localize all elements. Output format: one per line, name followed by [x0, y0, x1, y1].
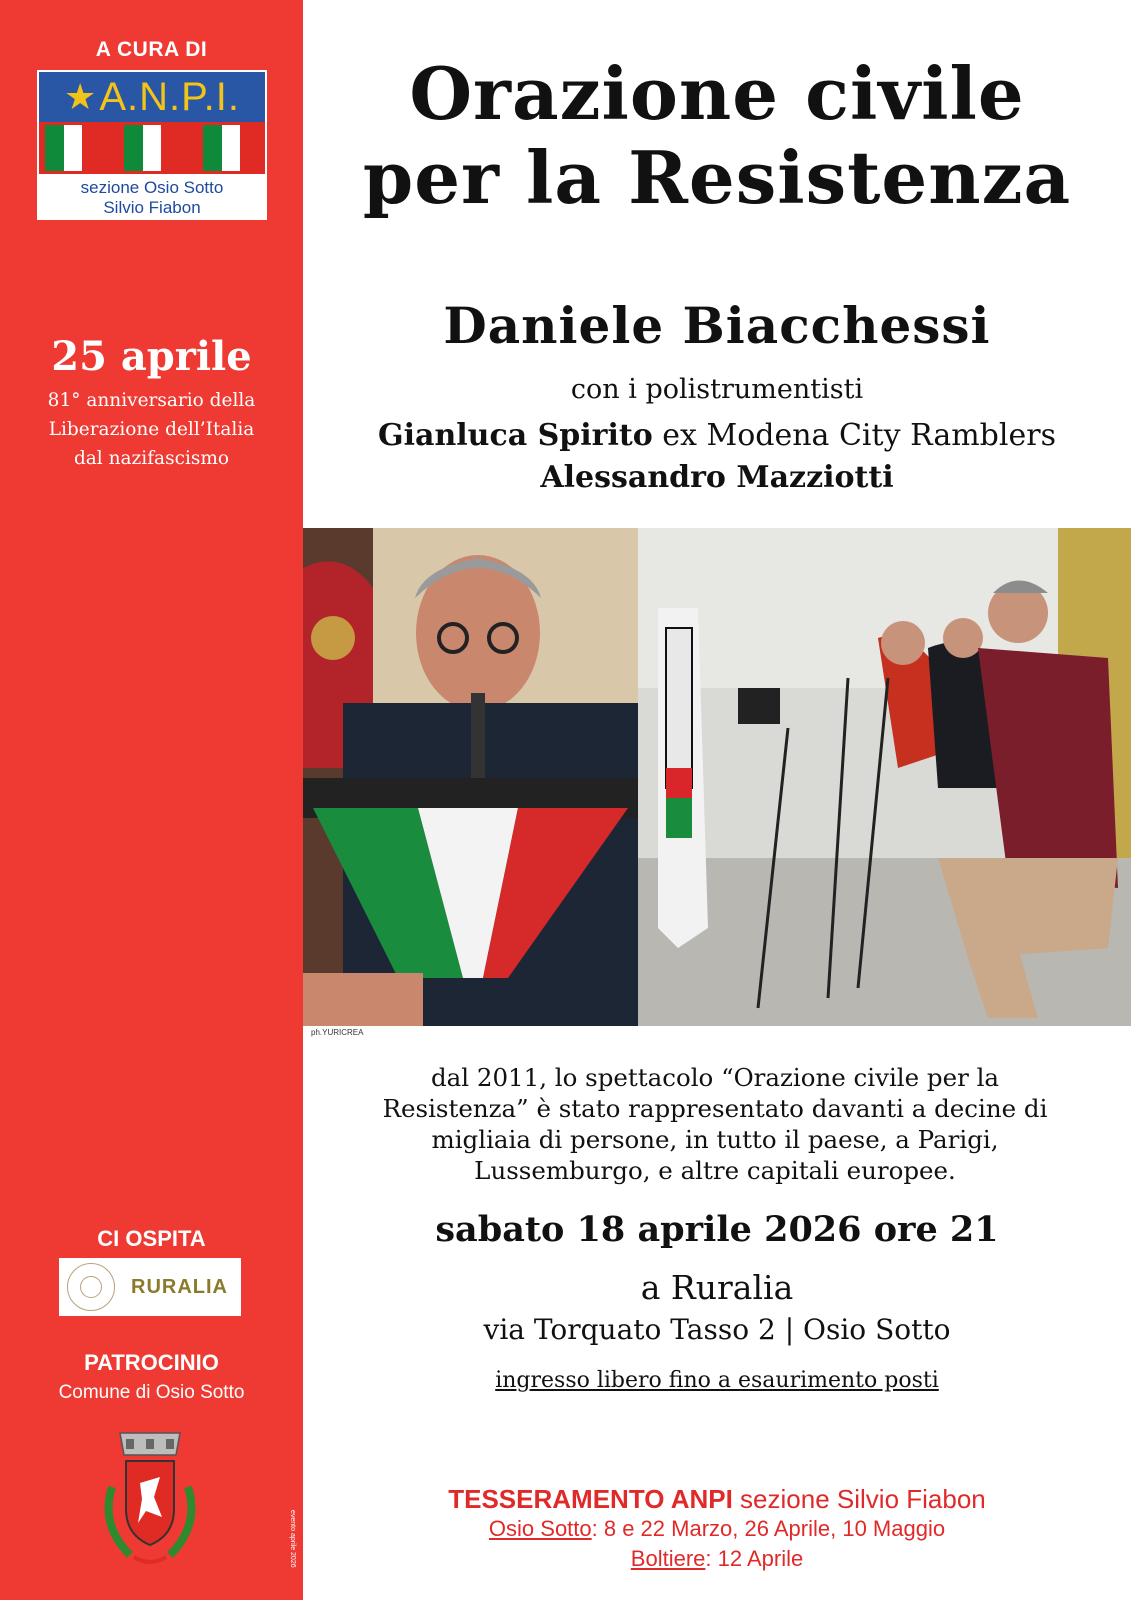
event-address: via Torquato Tasso 2 | Osio Sotto [483, 1313, 951, 1346]
print-note: evento aprile 2026 [289, 1510, 296, 1568]
anpi-logo [37, 70, 267, 220]
municipal-crest-icon [90, 1425, 210, 1575]
anpi-section-name: sezione Osio Sotto [80, 178, 224, 197]
italian-flag-icon [124, 125, 180, 171]
italian-flag-icon [203, 125, 259, 171]
photo-credit: ph.YURICREA [311, 1028, 364, 1037]
municipality-name: Comune di Osio Sotto [58, 1382, 245, 1403]
ruralia-logo [59, 1258, 241, 1316]
curated-by-label: A CURA DI [95, 38, 208, 61]
membership-dates-boltiere: Boltiere: 12 Aprile [630, 1546, 804, 1571]
anniversary-text: 81° anniversario della Liberazione dell’Italia dal nazifascismo [47, 390, 256, 469]
italian-flag-icon [45, 125, 101, 171]
show-description: dal 2011, lo spettacolo “Orazione civile per la Resistenza” è stato rappresentato davanti a decine di migliaia di persone, in tutto il paese, a Parigi, Lussemburgo, e altre capitali europee. [382, 1063, 1048, 1185]
membership-heading: TESSERAMENTO ANPI sezione Silvio Fiabon [448, 1484, 986, 1514]
ruralia-name: RURALIA [131, 1275, 228, 1298]
patronage-label: PATROCINIO [84, 1350, 219, 1375]
entry-note: ingresso libero fino a esaurimento posti [495, 1368, 939, 1393]
speaker-name: Daniele Biacchessi [443, 296, 991, 355]
anpi-acronym: A.N.P.I. [99, 74, 240, 119]
host-label: CI OSPITA [97, 1226, 206, 1251]
with-musicians-label: con i polistrumentisti [570, 374, 864, 405]
speaker-photo [303, 528, 638, 1026]
anpi-section-dedication: Silvio Fiabon [103, 198, 201, 217]
red-sidebar [0, 0, 303, 1600]
ruralia-seal-icon [67, 1263, 115, 1311]
musician-2: Alessandro Mazziotti [540, 460, 894, 495]
musician-1: Gianluca Spirito ex Modena City Ramblers [378, 418, 1056, 453]
musicians-photo [638, 528, 1131, 1026]
membership-dates-osio: Osio Sotto: 8 e 22 Marzo, 26 Aprile, 10 Maggio [488, 1516, 946, 1541]
date-heading: 25 aprile [51, 333, 252, 380]
event-datetime: sabato 18 aprile 2026 ore 21 [435, 1209, 999, 1250]
page-title: Orazione civile per la Resistenza [362, 51, 1072, 220]
star-icon: ★ [64, 76, 98, 117]
event-venue: a Ruralia [640, 1268, 794, 1307]
